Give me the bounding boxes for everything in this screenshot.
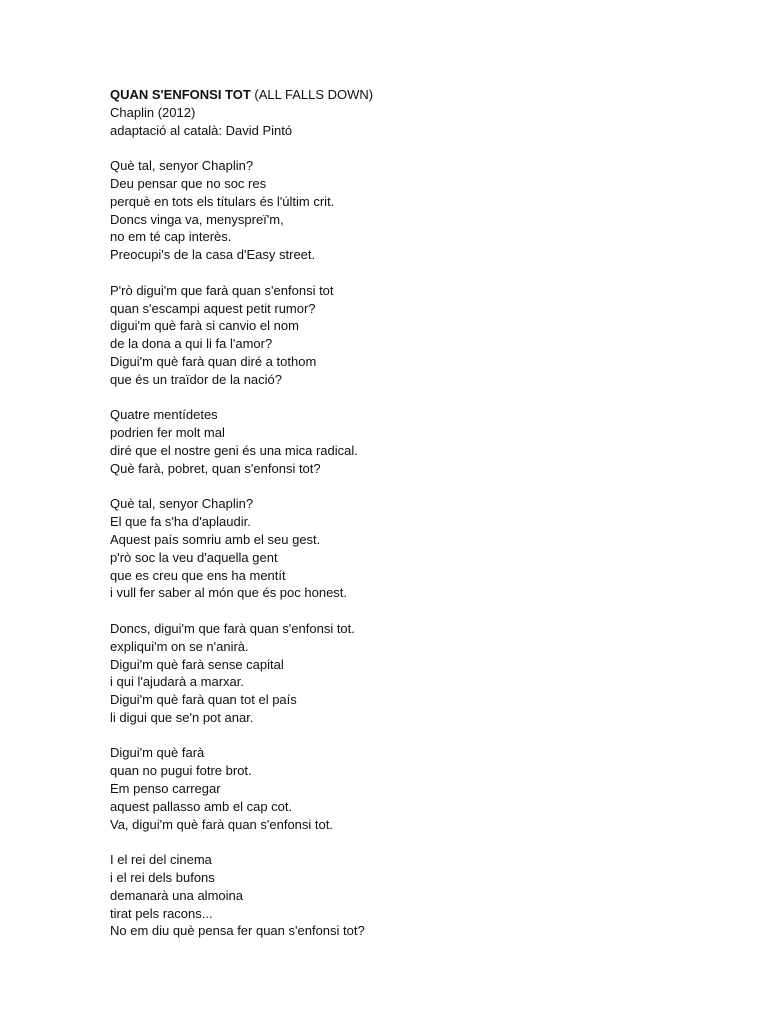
lyric-line: Doncs, digui'm que farà quan s'enfonsi tot.	[110, 620, 355, 636]
lyric-line: que es creu que ens ha mentít	[110, 567, 286, 583]
lyric-line: podrien fer molt mal	[110, 425, 225, 441]
lyric-line: Em penso carregar	[110, 781, 221, 797]
lyric-line: que és un traïdor de la nació?	[110, 371, 283, 387]
lyric-line: digui'm què farà si canvio el nom	[110, 318, 299, 334]
lyric-line: Digui'm què farà quan tot el país	[110, 692, 297, 708]
stanza-gap	[110, 478, 710, 496]
lyric-line: i qui l'ajudarà a marxar.	[110, 674, 244, 690]
song-title	[110, 86, 710, 104]
stanza-gap	[110, 139, 710, 157]
lyric-line: i el rei dels bufons	[110, 870, 215, 886]
lyric-line: Digui'm què farà	[110, 745, 205, 761]
lyric-line: tirat pels racons...	[110, 905, 213, 921]
lyric-line: Aquest país somriu amb el seu gest.	[110, 531, 321, 547]
stanza	[110, 282, 710, 389]
stanza	[110, 620, 710, 727]
lyric-line: p'rò soc la veu d'aquella gent	[110, 549, 278, 565]
stanza	[110, 495, 710, 602]
lyric-line: li digui que se'n pot anar.	[110, 709, 254, 725]
lyrics-text-block	[110, 86, 710, 940]
lyric-line: quan s'escampi aquest petit rumor?	[110, 300, 316, 316]
lyric-line: Preocupi's de la casa d'Easy street.	[110, 247, 316, 263]
lyric-line: aquest pallasso amb el cap cot.	[110, 798, 293, 814]
lyric-line: Va, digui'm què farà quan s'enfonsi tot.	[110, 816, 333, 832]
lyric-line: perquè en tots els títulars és l'últim crit.	[110, 193, 335, 209]
stanza-gap	[110, 727, 710, 745]
song-source: Chaplin (2012)	[110, 104, 196, 120]
stanza-gap	[110, 389, 710, 407]
song-title-subtitle: (ALL FALLS DOWN)	[250, 87, 374, 102]
stanza-gap	[110, 264, 710, 282]
lyric-line: i vull fer saber al món que és poc honest.	[110, 585, 348, 601]
lyric-line: Digui'm què farà sense capital	[110, 656, 284, 672]
stanza-gap	[110, 833, 710, 851]
lyric-line: I el rei del cinema	[110, 852, 212, 868]
stanza	[110, 157, 710, 264]
lyric-line: demanarà una almoina	[110, 887, 243, 903]
lyric-line: Doncs vinga va, menyspreï'm,	[110, 211, 284, 227]
lyric-line: expliqui'm on se n'anirà.	[110, 638, 249, 654]
lyric-line: diré que el nostre geni és una mica radical.	[110, 442, 358, 458]
adaptation-credit: adaptació al català: David Pintó	[110, 122, 293, 138]
lyric-line: Què farà, pobret, quan s'enfonsi tot?	[110, 460, 321, 476]
song-title-main: QUAN S'ENFONSI TOT	[110, 87, 251, 102]
lyric-line: de la dona a qui li fa l'amor?	[110, 336, 273, 352]
lyric-line: no em té cap interès.	[110, 229, 232, 245]
lyric-line: No em diu què pensa fer quan s'enfonsi tot?	[110, 923, 365, 939]
lyric-line: El que fa s'ha d'aplaudir.	[110, 514, 251, 530]
lyric-line: Què tal, senyor Chaplin?	[110, 158, 254, 174]
lyric-line: Digui'm què farà quan diré a tothom	[110, 353, 317, 369]
lyric-line: Deu pensar que no soc res	[110, 175, 267, 191]
lyric-line: P'rò digui'm que farà quan s'enfonsi tot	[110, 282, 334, 298]
lyric-line: Quatre mentídetes	[110, 407, 218, 423]
stanza	[110, 744, 710, 833]
lyric-line: Què tal, senyor Chaplin?	[110, 496, 254, 512]
stanza	[110, 406, 710, 477]
stanza	[110, 851, 710, 940]
stanza-gap	[110, 602, 710, 620]
lyric-line: quan no pugui fotre brot.	[110, 763, 252, 779]
stanzas-container	[110, 139, 710, 940]
